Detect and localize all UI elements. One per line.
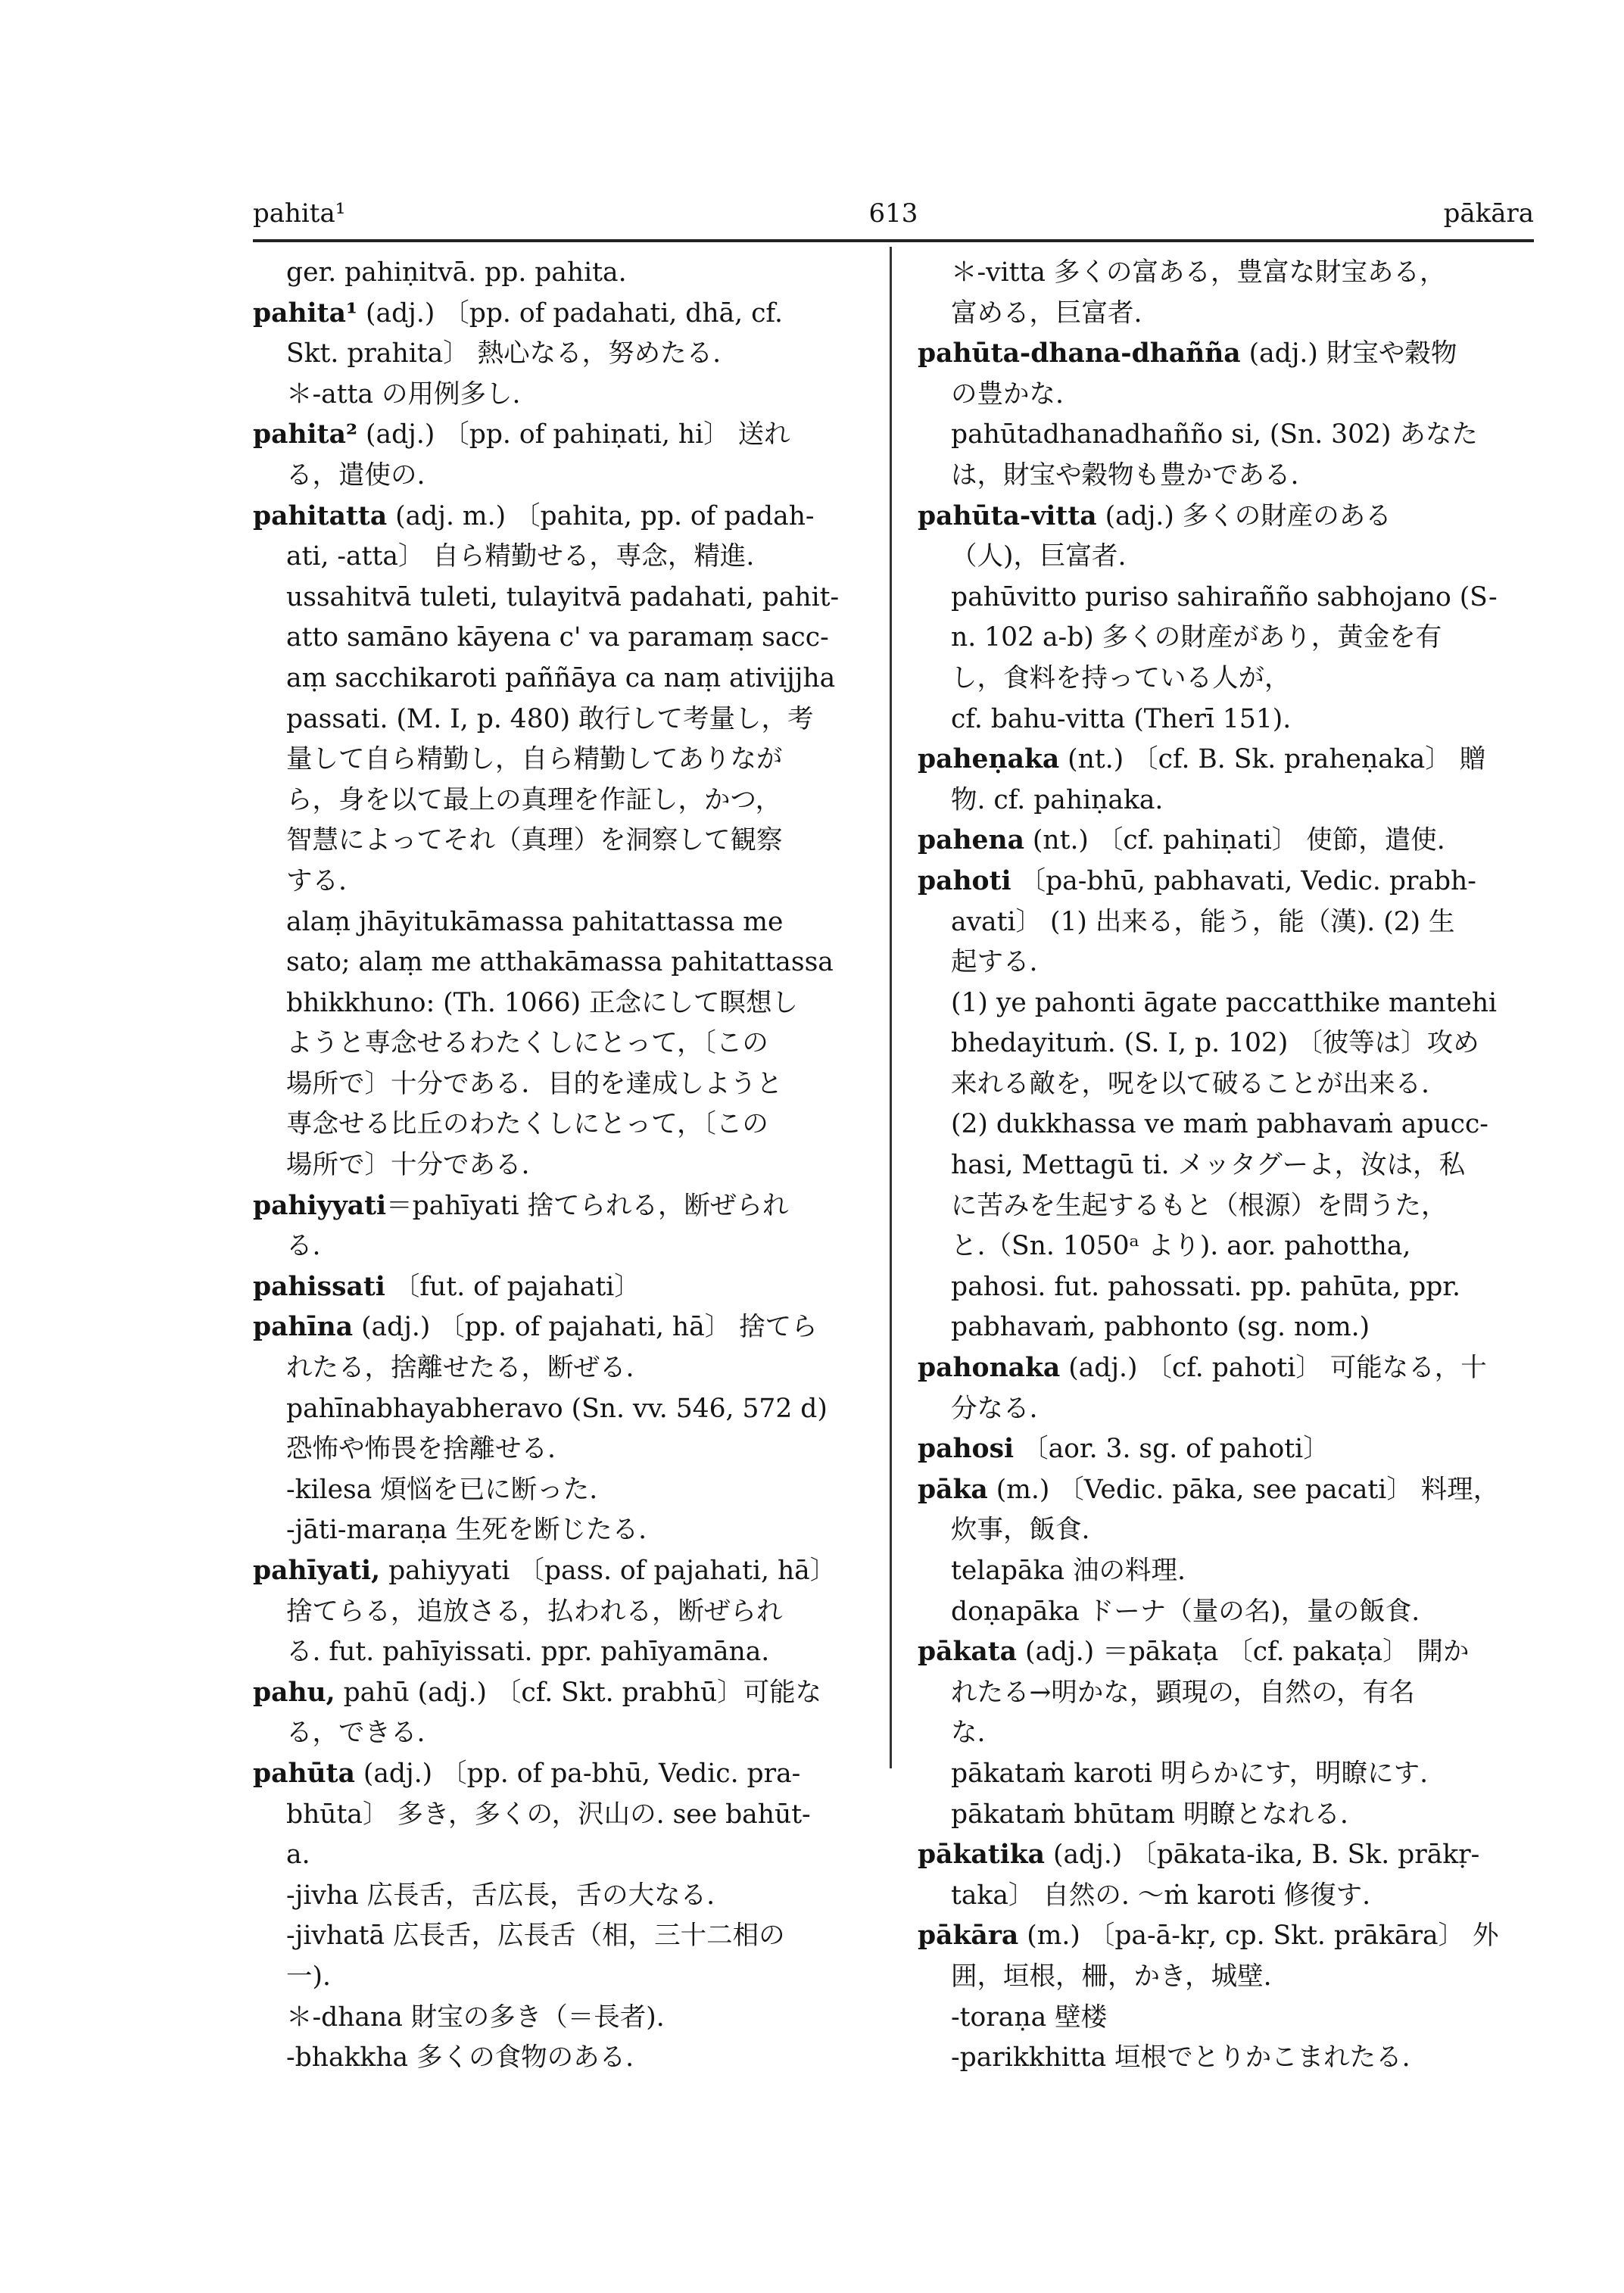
entry-text-line: bhūta〕 多き，多くの，沢山の. see bahūt- xyxy=(286,1799,811,1830)
entry-text-line: る. xyxy=(286,1231,321,1262)
entry-text-line: passati. (M. I, p. 480) 敢行して考量し，考 xyxy=(286,703,814,734)
entry-headword-line: pahūta-dhana-dhañña (adj.) 財宝や穀物 xyxy=(918,338,1457,369)
entry-headword-line: pahosi 〔aor. 3. sg. of pahoti〕 xyxy=(918,1434,1329,1465)
headword: pākatika xyxy=(918,1840,1046,1871)
entry-text-line: pahīnabhayabheravo (Sn. vv. 546, 572 d) xyxy=(286,1393,828,1424)
headword: paheṇaka xyxy=(918,744,1060,775)
entry-headword-line: pahitatta (adj. m.) 〔pahita, pp. of padah- xyxy=(253,500,815,531)
headword: pahosi xyxy=(918,1434,1015,1465)
right-running-headword: pākāra xyxy=(1443,198,1534,229)
column-divider xyxy=(890,247,892,1768)
entry-text-line: 富める，巨富者. xyxy=(951,298,1142,329)
headword: pahiyyati xyxy=(253,1190,387,1221)
entry-text-line: る，できる. xyxy=(286,1718,425,1749)
entry-headword-line: pahu, pahū (adj.) 〔cf. Skt. prabhū〕可能な xyxy=(253,1677,822,1708)
entry-text-line: n. 102 a-b) 多くの財産があり，黄金を有 xyxy=(951,622,1442,653)
entry-text-line: し，食料を持っている人が， xyxy=(951,662,1291,693)
entry-text-line: ger. pahiṇitvā. pp. pahita. xyxy=(286,257,627,288)
headword: pahu, xyxy=(253,1677,335,1708)
entry-text-line: 起する. xyxy=(951,947,1038,978)
right-column xyxy=(918,253,1538,2079)
entry-text-line: sato; alaṃ me atthakāmassa pahitattassa xyxy=(286,947,834,978)
entry-text-line: -bhakkha 多くの食物のある. xyxy=(286,2042,634,2073)
headword: pahena xyxy=(918,825,1024,856)
entry-text-line: -jivha 広長舌，舌広長，舌の大なる. xyxy=(286,1880,715,1911)
headword: pahūta xyxy=(253,1758,355,1789)
entry-text-line: 来れる敵を，呪を以て破ることが出来る. xyxy=(951,1068,1429,1099)
headword: pahonaka xyxy=(918,1353,1061,1384)
entry-text-line: -parikkhitta 垣根でとりかこまれたる. xyxy=(951,2042,1410,2073)
entry-text-line: る. fut. pahīyissati. ppr. pahīyamāna. xyxy=(286,1637,770,1668)
page-number: 613 xyxy=(868,198,918,229)
headword: pāka xyxy=(918,1474,988,1505)
headword: pahitatta xyxy=(253,500,388,531)
headword: pahūta-dhana-dhañña xyxy=(918,338,1241,369)
entry-text-line: (2) dukkhassa ve maṁ pabhavaṁ apucc- xyxy=(951,1109,1488,1140)
entry-text-line: る，遣使の. xyxy=(286,460,425,491)
entry-text-line: bhedayituṁ. (S. I, p. 102) 〔彼等は〕攻め xyxy=(951,1028,1479,1059)
entry-text-line: telapāka 油の料理. xyxy=(951,1556,1186,1586)
entry-text-line: 炊事，飯食. xyxy=(951,1515,1090,1546)
header-rule xyxy=(253,239,1534,242)
entry-text-line: a. xyxy=(286,1840,310,1871)
entry-text-line: hasi, Mettagū ti. メッタグーよ，汝は，私 xyxy=(951,1150,1466,1181)
entry-text-line: pabhavaṁ, pabhonto (sg. nom.) xyxy=(951,1312,1370,1343)
entry-text-line: ＊-atta の用例多し. xyxy=(286,379,521,410)
entry-text-line: 一). xyxy=(286,1961,331,1992)
entry-headword-line: pahita¹ (adj.) 〔pp. of padahati, dhā, cf. xyxy=(253,298,783,329)
entry-text-line: の豊かな. xyxy=(951,379,1064,410)
entry-text-line: れたる，捨離せたる，断ぜる. xyxy=(286,1353,634,1384)
entry-text-line: -kilesa 煩悩を已に断った. xyxy=(286,1474,598,1505)
headword: pahita² xyxy=(253,419,358,450)
entry-headword-line: pahissati 〔fut. of pajahati〕 xyxy=(253,1271,641,1302)
entry-text-line: な. xyxy=(951,1718,986,1749)
entry-text-line: -jivhatā 広長舌，広長舌（相，三十二相の xyxy=(286,1921,785,1952)
entry-headword-line: pākata (adj.) ＝pākaṭa 〔cf. pakaṭa〕 開か xyxy=(918,1637,1470,1668)
entry-text-line: 捨てらる，追放さる，払われる，断ぜられ xyxy=(286,1596,783,1627)
entry-text-line: と.（Sn. 1050ᵃ より). aor. pahottha, xyxy=(951,1231,1411,1262)
left-column xyxy=(253,253,874,2079)
entry-text-line: atto samāno kāyena c' va paramaṃ sacc- xyxy=(286,622,829,653)
entry-text-line: に苦みを生起するもと（根源）を問うた， xyxy=(951,1190,1448,1221)
entry-text-line: ati, -atta〕 自ら精勤せる，専念，精進. xyxy=(286,541,755,572)
entry-text-line: れたる→明かな，顕現の，自然の，有名 xyxy=(951,1677,1415,1708)
headword: pahoti xyxy=(918,865,1011,896)
entry-text-line: 智慧によってそれ（真理）を洞察して観察 xyxy=(286,825,783,856)
headword: pākāra xyxy=(918,1921,1019,1952)
entry-text-line: doṇapāka ドーナ（量の名)，量の飯食. xyxy=(951,1596,1420,1627)
entry-text-line: ら，身を以て最上の真理を作証し，かつ， xyxy=(286,784,782,815)
headword: pahīna xyxy=(253,1312,354,1343)
entry-headword-line: pākāra (m.) 〔pa-ā-kṛ, cp. Skt. prākāra〕 外 xyxy=(918,1921,1499,1952)
entry-text-line: Skt. prahita〕 熱心なる，努めたる. xyxy=(286,338,722,369)
entry-text-line: cf. bahu-vitta (Therī 151). xyxy=(951,703,1292,734)
entry-headword-line: pahoti 〔pa-bhū, pabhavati, Vedic. prabh- xyxy=(918,865,1476,896)
entry-text-line: 分なる. xyxy=(951,1393,1038,1424)
entry-headword-line: pahūta (adj.) 〔pp. of pa-bhū, Vedic. pra- xyxy=(253,1758,801,1789)
entry-text-line: 囲，垣根，柵，かき，城壁. xyxy=(951,1961,1272,1992)
entry-headword-line: pāka (m.) 〔Vedic. pāka, see pacati〕 料理， xyxy=(918,1474,1500,1505)
entry-text-line: alaṃ jhāyitukāmassa pahitattassa me xyxy=(286,906,784,937)
entry-text-line: -toraṇa 壁楼 xyxy=(951,2002,1108,2033)
entry-text-line: pahūtadhanadhañño si, (Sn. 302) あなた xyxy=(951,419,1478,450)
left-running-headword: pahita¹ xyxy=(253,198,346,229)
entry-text-line: は，財宝や穀物も豊かである. xyxy=(951,460,1299,491)
entry-headword-line: pahena (nt.) 〔cf. pahiṇati〕 使節，遣使. xyxy=(918,825,1445,856)
entry-text-line: する. xyxy=(286,865,347,896)
entry-text-line: 物. cf. pahiṇaka. xyxy=(951,784,1164,815)
entry-headword-line: pahita² (adj.) 〔pp. of pahiṇati, hi〕 送れ xyxy=(253,419,790,450)
entry-headword-line: pahonaka (adj.) 〔cf. pahoti〕 可能なる，十 xyxy=(918,1353,1487,1384)
entry-headword-line: pākatika (adj.) 〔pākata-ika, B. Sk. prākṛ- xyxy=(918,1840,1480,1871)
headword: pahīyati, xyxy=(253,1556,381,1586)
entry-text-line: 恐怖や怖畏を捨離せる. xyxy=(286,1434,556,1465)
entry-text-line: pākataṁ karoti 明らかにす，明瞭にす. xyxy=(951,1758,1429,1789)
entry-text-line: pahosi. fut. pahossati. pp. pahūta, ppr. xyxy=(951,1271,1460,1302)
entry-text-line: pahūvitto puriso sahirañño sabhojano (S- xyxy=(951,581,1498,612)
entry-text-line: 場所で〕十分である. xyxy=(286,1150,530,1181)
entry-headword-line: pahīna (adj.) 〔pp. of pajahati, hā〕 捨てら xyxy=(253,1312,818,1343)
entry-text-line: bhikkhuno: (Th. 1066) 正念にして瞑想し xyxy=(286,987,799,1018)
entry-text-line: 量して自ら精勤し，自ら精勤してありなが xyxy=(286,744,783,775)
entry-text-line: -jāti-maraṇa 生死を断じたる. xyxy=(286,1515,647,1546)
entry-text-line: aṃ sacchikaroti paññāya ca naṃ ativijjha xyxy=(286,662,836,693)
entry-text-line: taka〕 自然の. ～ṁ karoti 修復す. xyxy=(951,1880,1371,1911)
entry-headword-line: paheṇaka (nt.) 〔cf. B. Sk. praheṇaka〕 贈 xyxy=(918,744,1486,775)
entry-headword-line: pahiyyati＝pahīyati 捨てられる，断ぜられ xyxy=(253,1190,789,1221)
page-header xyxy=(253,198,1534,236)
entry-text-line: pākataṁ bhūtam 明瞭となれる. xyxy=(951,1799,1348,1830)
headword: pahissati xyxy=(253,1271,385,1302)
entry-text-line: （人)，巨富者. xyxy=(951,541,1127,572)
entry-text-line: avati〕 (1) 出来る，能う，能（漢). (2) 生 xyxy=(951,906,1455,937)
entry-text-line: 場所で〕十分である．目的を達成しようと xyxy=(286,1068,783,1099)
entry-headword-line: pahūta-vitta (adj.) 多くの財産のある xyxy=(918,500,1392,531)
entry-text-line: ＊-vitta 多くの富ある，豊富な財宝ある， xyxy=(951,257,1446,288)
headword: pākata xyxy=(918,1637,1018,1668)
headword: pahita¹ xyxy=(253,298,358,329)
entry-text-line: ようと専念せるわたくしにとって，〔この xyxy=(286,1028,768,1059)
entry-text-line: ussahitvā tuleti, tulayitvā padahati, pahit- xyxy=(286,581,840,612)
entry-text-line: (1) ye pahonti āgate paccatthike mantehi xyxy=(951,987,1498,1018)
entry-text-line: ＊-dhana 財宝の多き（＝長者). xyxy=(286,2002,665,2033)
headword: pahūta-vitta xyxy=(918,500,1097,531)
entry-text-line: 専念せる比丘のわたくしにとって，〔この xyxy=(286,1109,768,1140)
entry-headword-line: pahīyati, pahiyyati 〔pass. of pajahati, hā〕 xyxy=(253,1556,837,1586)
